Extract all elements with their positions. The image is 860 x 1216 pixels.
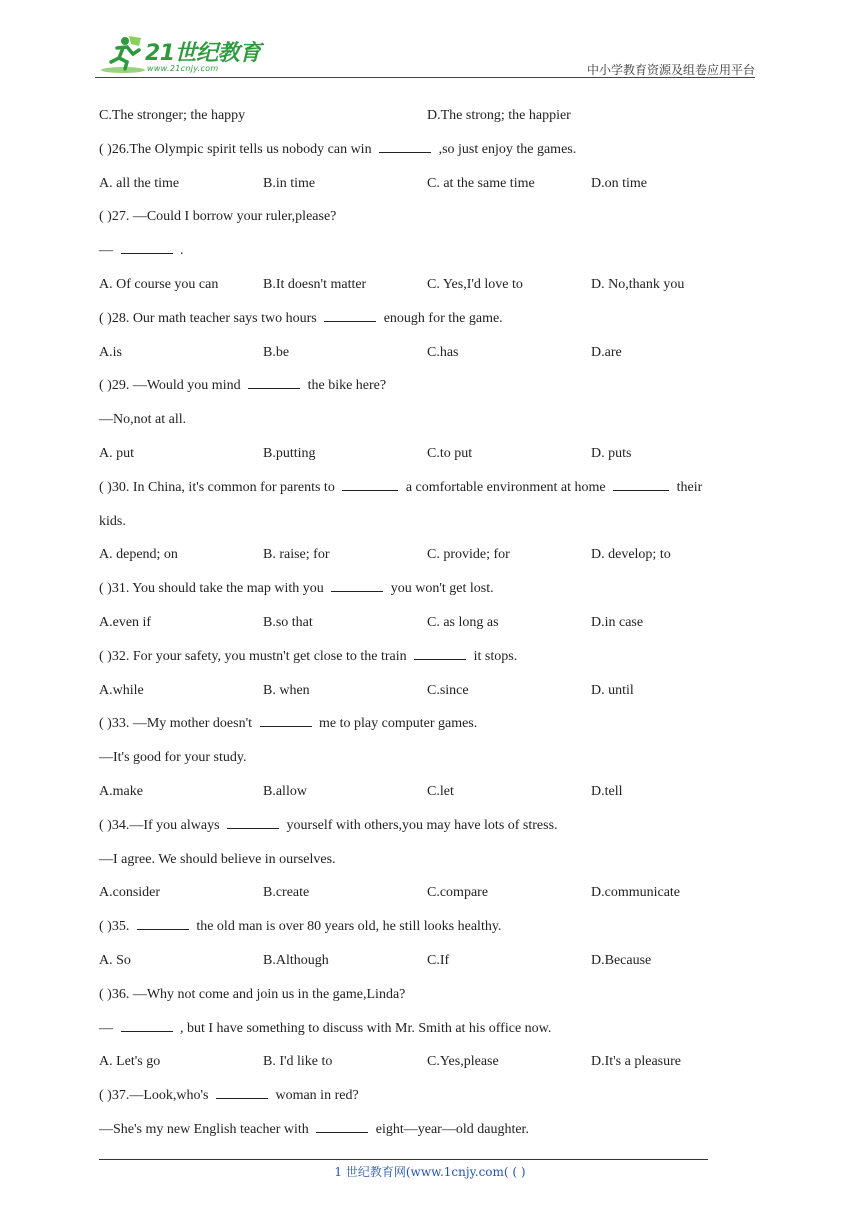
option-a: A. put [99,445,134,461]
answer-blank [324,307,376,322]
text-line [99,510,764,544]
page-header [95,32,755,78]
option-b: B.putting [263,445,316,461]
answer-blank [137,915,189,930]
question-line [99,712,764,746]
question-text-end: it stops. [470,648,518,664]
question-text: ( )36. —Why not come and join us in the game,Linda? [99,986,406,1002]
question-line [99,814,764,848]
answer-options [99,1050,764,1084]
text-line [99,848,764,882]
option-a: A.consider [99,885,161,901]
option-b: B.Although [263,952,329,968]
question-line [99,983,764,1017]
question-line [99,915,764,949]
option-d: D. develop; to [591,547,671,563]
answer-options [99,611,764,645]
question-line [99,307,764,341]
answer-blank [379,138,431,153]
answer-options [99,104,764,138]
answer-options [99,780,764,814]
question-text-end: woman in red? [271,1088,359,1104]
answer-blank [121,1017,173,1032]
platform-name: 中小学教育资源及组卷应用平台 [586,63,755,77]
answer-options [99,172,764,206]
question-text: ( )34.—If you always [99,817,224,833]
option-c: C. at the same time [427,175,535,191]
option-a: A. Of course you can [99,276,219,292]
footer-divider [99,1159,708,1160]
option-a: A.even if [99,614,152,630]
answer-options [99,543,764,577]
option-c: C. as long as [427,614,499,630]
runner-logo-icon [95,34,145,76]
line-text: kids. [99,513,126,529]
option-d: D. until [591,682,634,698]
option-a: A.make [99,783,143,799]
question-text: ( )33. —My mother doesn't [99,716,256,732]
question-text: — [99,243,117,259]
question-text: — [99,1020,117,1036]
question-text: ( )29. —Would you mind [99,378,245,394]
option-b: B.in time [263,175,316,191]
answer-blank [121,239,173,254]
answer-options [99,442,764,476]
option-b: B. I'd like to [263,1054,333,1070]
option-b: B.be [263,344,290,360]
line-text: —I agree. We should believe in ourselves. [99,851,336,867]
text-line [99,746,764,780]
option-d: D. puts [591,445,632,461]
question-text-end: ,so just enjoy the games. [435,141,577,157]
question-text: ( )32. For your safety, you mustn't get close to the train [99,648,411,664]
question-text-mid: a comfortable environment at home [402,479,610,495]
answer-options [99,881,764,915]
question-line [99,1118,764,1152]
line-text: —It's good for your study. [99,750,247,766]
question-text-end: yourself with others,you may have lots of stress. [283,817,558,833]
option-d: D.in case [591,614,644,630]
answer-blank [316,1118,368,1133]
line-text: —No,not at all. [99,412,187,428]
option-b: B. when [263,682,310,698]
option-c: C.since [427,682,469,698]
answer-blank [414,645,466,660]
option-c: C.compare [427,885,489,901]
option-d: D.Because [591,952,652,968]
question-text: —She's my new English teacher with [99,1121,313,1137]
question-text-end: you won't get lost. [387,581,494,597]
question-text: ( )30. In China, it's common for parents to [99,479,339,495]
question-text: ( )26.The Olympic spirit tells us nobody can win [99,141,376,157]
option-c: C. provide; for [427,547,510,563]
question-line [99,577,764,611]
question-text-end: enough for the game. [380,310,503,326]
option-a: A. So [99,952,131,968]
footer-text: 1 世纪教育网(www.1cnjy.com( ( ) [334,1165,526,1179]
option-a: A.is [99,344,122,360]
question-list [99,104,764,1152]
answer-blank [260,712,312,727]
option-b: B.allow [263,783,307,799]
answer-options [99,341,764,375]
question-text-end: eight—year—old daughter. [372,1121,529,1137]
question-text: ( )31. You should take the map with you [99,581,328,597]
option-d: D.on time [591,175,647,191]
option-c: C.has [427,344,459,360]
question-line [99,205,764,239]
option-d: D.are [591,344,622,360]
option-c: C.let [427,783,454,799]
header-divider [95,77,755,78]
option-d: D.communicate [591,885,681,901]
answer-blank [342,476,398,491]
response-line [99,1017,764,1051]
question-text: ( )35. [99,919,133,935]
answer-blank [227,814,279,829]
question-text-end: their [673,479,703,495]
option-c: C. Yes,I'd love to [427,276,523,292]
question-text: ( )28. Our math teacher says two hours [99,310,321,326]
option-c: C.to put [427,445,473,461]
option-b: B.so that [263,614,313,630]
question-text-end: the old man is over 80 years old, he still looks healthy. [192,919,502,935]
option-a: A. all the time [99,175,180,191]
option-a: A. depend; on [99,547,178,563]
question-text-end: , but I have something to discuss with Mr. Smith at his office now. [176,1020,552,1036]
option-d: D.It's a pleasure [591,1054,681,1070]
answer-blank [331,577,383,592]
option-d: D.tell [591,783,623,799]
response-line [99,239,764,273]
question-text: ( )37.—Look,who's [99,1088,212,1104]
answer-blank [613,476,669,491]
answer-options [99,949,764,983]
answer-options [99,273,764,307]
logo [95,34,265,76]
question-line [99,1084,764,1118]
answer-blank [248,374,300,389]
option-d: D.The strong; the happier [427,108,571,123]
question-text: ( )27. —Could I borrow your ruler,please? [99,209,337,225]
question-text-end: me to play computer games. [315,716,478,732]
question-text-end: . [176,243,184,259]
question-line [99,645,764,679]
option-c: C.Yes,please [427,1054,499,1070]
option-d: D. No,thank you [591,276,685,292]
option-b: B. raise; for [263,547,330,563]
option-c: C.If [427,952,450,968]
question-line [99,374,764,408]
logo-url: www.21cnjy.com [147,64,219,73]
question-text-end: the bike here? [304,378,387,394]
logo-title: 21世纪教育 [145,41,261,66]
option-a: A.while [99,682,144,698]
question-line [99,476,764,510]
answer-blank [216,1084,268,1099]
text-line [99,408,764,442]
option-b: B.create [263,885,310,901]
option-a: A. Let's go [99,1054,161,1070]
option-b: B.It doesn't matter [263,276,367,292]
option-c: C.The stronger; the happy [99,108,246,123]
answer-options [99,679,764,713]
question-line [99,138,764,172]
